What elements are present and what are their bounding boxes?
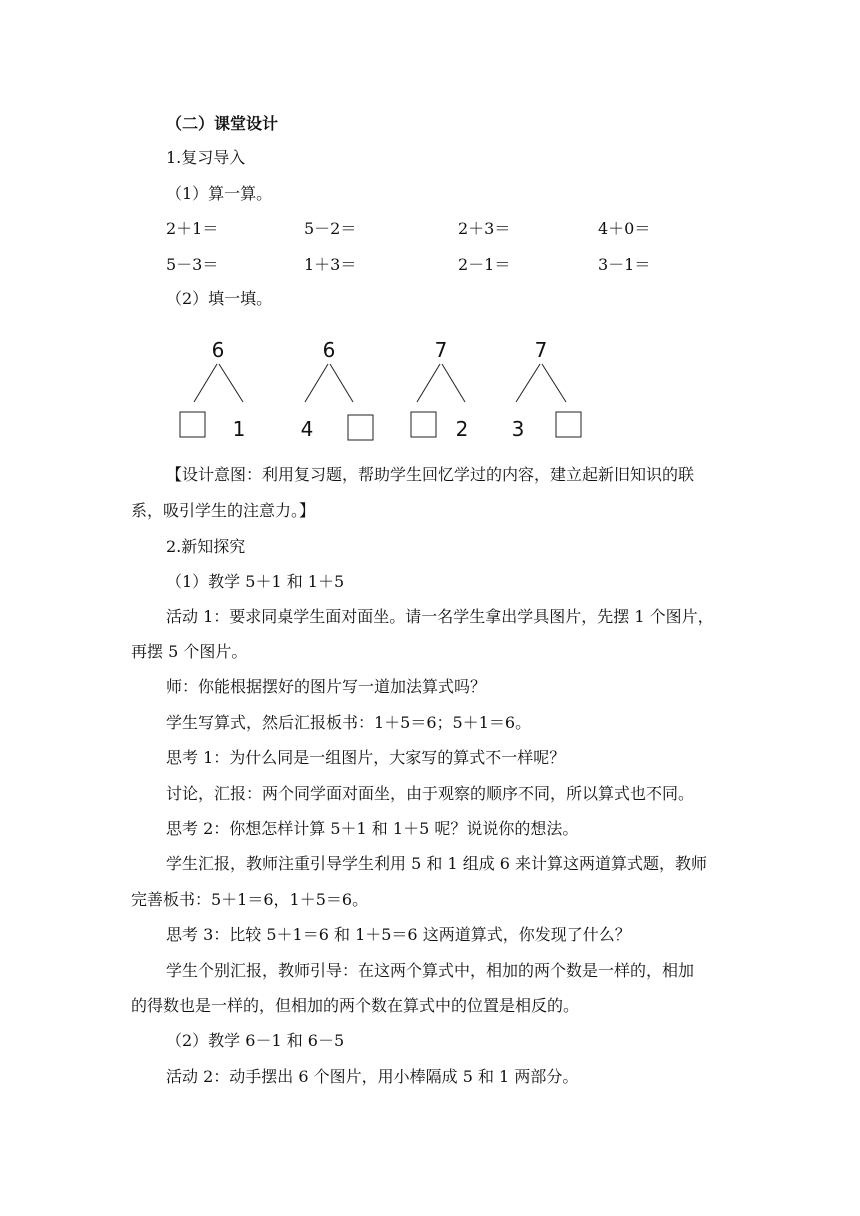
student-report-line-1: 学生汇报，教师注重引导学生利用 5 和 1 组成 6 来计算这两道算式题，教师 <box>166 854 708 873</box>
tree-right-number: 2 <box>455 417 469 441</box>
tree-top-number: 6 <box>211 338 225 362</box>
review-heading: 1.复习导入 <box>166 148 246 167</box>
branch-line <box>417 364 440 402</box>
teach-item-1: （1）教学 5＋1 和 1＋5 <box>166 572 345 591</box>
design-intent-line-1: 【设计意图：利用复习题，帮助学生回忆学过的内容，建立起新旧知识的联 <box>166 465 695 484</box>
activity-1-line-1: 活动 1：要求同桌学生面对面坐。请一名学生拿出学具图片，先摆 1 个图片， <box>166 607 714 626</box>
branch-line <box>305 364 328 402</box>
number-tree <box>301 338 373 441</box>
activity-2: 活动 2：动手摆出 6 个图片，用小棒隔成 5 和 1 两部分。 <box>166 1067 579 1086</box>
number-tree <box>411 338 468 441</box>
equation: 2＋3＝ <box>458 219 511 238</box>
equation: 5－2＝ <box>304 219 357 238</box>
number-tree <box>180 338 245 441</box>
explore-heading: 2.新知探究 <box>166 537 246 556</box>
individual-report-line-1: 学生个别汇报，教师引导：在这两个算式中，相加的两个数是一样的，相加 <box>166 961 695 980</box>
tree-left-number: 3 <box>511 417 525 441</box>
branch-line <box>542 364 566 402</box>
activity-1-line-2: 再摆 5 个图片。 <box>131 642 248 661</box>
think-1: 思考 1：为什么同是一组图片，大家写的算式不一样呢？ <box>166 748 566 767</box>
branch-line <box>330 364 353 402</box>
equation: 3－1＝ <box>598 255 651 274</box>
tree-right-number: 1 <box>232 417 246 441</box>
branch-line <box>442 364 465 402</box>
teacher-question: 师：你能根据摆好的图片写一道加法算式吗？ <box>166 677 487 696</box>
student-write: 学生写算式，然后汇报板书：1＋5＝6；5＋1＝6。 <box>166 713 532 732</box>
branch-line <box>194 364 217 402</box>
student-report-line-2: 完善板书：5＋1＝6，1＋5＝6。 <box>131 890 369 909</box>
answer-box[interactable] <box>348 415 373 440</box>
think-2: 思考 2：你想怎样计算 5＋1 和 1＋5 呢？说说你的想法。 <box>166 819 579 838</box>
teach-item-2: （2）教学 6－1 和 6－5 <box>166 1031 345 1050</box>
calc-label: （1）算一算。 <box>166 184 273 203</box>
individual-report-line-2: 的得数也是一样的，但相加的两个数在算式中的位置是相反的。 <box>131 996 580 1015</box>
answer-box[interactable] <box>180 412 205 437</box>
branch-line <box>516 364 540 402</box>
think-3: 思考 3：比较 5＋1＝6 和 1＋5＝6 这两道算式，你发现了什么？ <box>166 925 631 944</box>
equation: 2＋1＝ <box>166 219 219 238</box>
equation: 1＋3＝ <box>304 255 357 274</box>
answer-box[interactable] <box>411 412 436 437</box>
tree-top-number: 6 <box>322 338 336 362</box>
tree-top-number: 7 <box>434 338 448 362</box>
design-intent-line-2: 系，吸引学生的注意力。】 <box>131 501 316 520</box>
section-title: （二）课堂设计 <box>166 114 279 133</box>
branch-line <box>219 364 243 402</box>
number-tree <box>512 338 581 441</box>
equation: 2－1＝ <box>458 255 511 274</box>
tree-left-number: 4 <box>300 417 314 441</box>
answer-box[interactable] <box>556 412 581 437</box>
fill-label: （2）填一填。 <box>166 289 273 308</box>
discussion: 讨论，汇报：两个同学面对面坐，由于观察的顺序不同，所以算式也不同。 <box>166 784 695 803</box>
equation: 5－3＝ <box>166 255 219 274</box>
tree-top-number: 7 <box>534 338 548 362</box>
equation: 4＋0＝ <box>598 219 651 238</box>
